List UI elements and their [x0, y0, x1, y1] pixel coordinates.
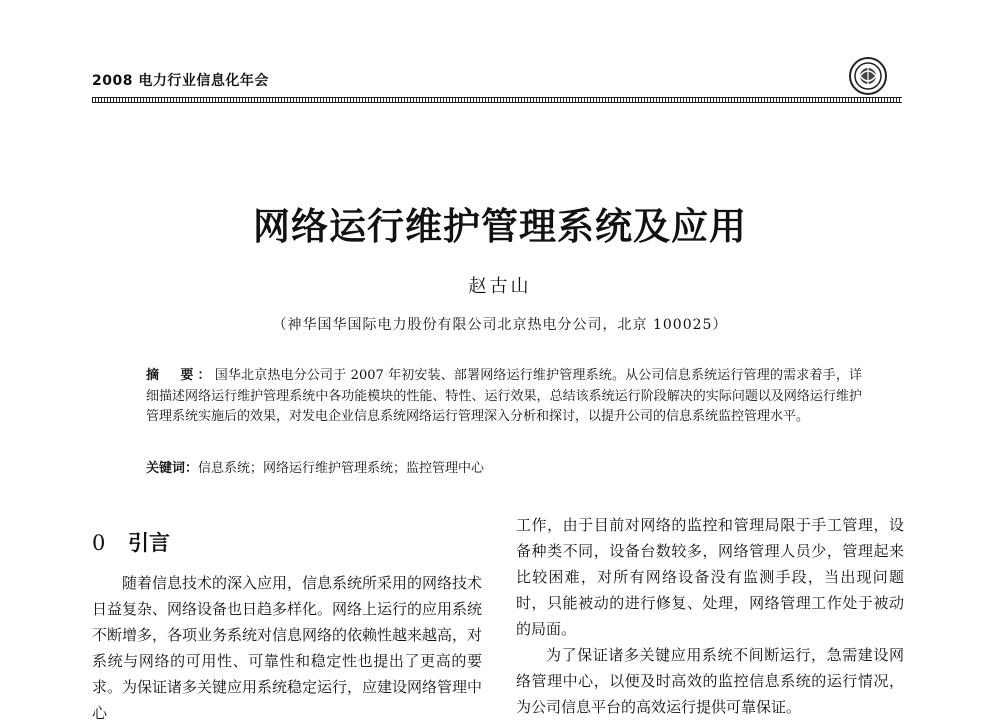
paper-affiliation: （神华国华国际电力股份有限公司北京热电分公司，北京 100025） — [272, 317, 728, 333]
paper-author: 赵古山 — [468, 276, 532, 297]
paper-title: 网络运行维护管理系统及应用 — [253, 204, 747, 248]
left-column — [92, 570, 482, 726]
keywords — [146, 459, 862, 479]
conference-name: 2008 电力行业信息化年会 — [92, 73, 269, 89]
section-title: 引言 — [128, 530, 170, 555]
section-heading — [92, 527, 170, 557]
body-paragraph: 工作，由于目前对网络的监控和管理局限于手工管理，设备种类不同，设备台数较多，网络管理人员少，管理起来比较困难，对所有网络设备没有监测手段，当出现问题时，只能被动的进行修复、处理，网络管理工作处于被动的局面。 — [516, 516, 904, 638]
body-paragraph: 随着信息技术的深入应用，信息系统所采用的网络技术日益复杂、网络设备也日趋多样化。网络上运行的应用系统不断增多，各项业务系统对信息网络的依赖性越来越高，对系统与网络的可用性、可靠性和稳定性也提出了更高的要求。为保证诸多关键应用系统稳定运行，应建设网络管理中心 — [92, 574, 483, 722]
conference-seal-icon — [848, 56, 888, 96]
abstract-label: 摘 要： — [146, 368, 215, 383]
section-number: 0 — [92, 531, 106, 555]
abstract — [146, 366, 862, 428]
body-paragraph: 为了保证诸多关键应用系统不间断运行，急需建设网络管理中心，以便及时高效的监控信息系统的运行情况，为公司信息平台的高效运行提供可靠保证。 — [516, 646, 904, 716]
abstract-text: 国华北京热电分公司于 2007 年初安装、部署网络运行维护管理系统。从公司信息系统运行管理的需求着手，详细描述网络运行维护管理系统中各功能模块的性能、特性、运行效果，总结该系统运行阶段解决的实际问题以及网络运行维护管理系统实施后的效果，对发电企业信息系统网络运行管理深入分析和探讨，以提升公司的信息系统监控管理水平。 — [146, 368, 862, 424]
keywords-text: 信息系统；网络运行维护管理系统；监控管理中心 — [198, 461, 485, 476]
header-rule — [92, 97, 902, 103]
right-column — [516, 512, 904, 720]
keywords-label: 关键词： — [146, 461, 199, 476]
